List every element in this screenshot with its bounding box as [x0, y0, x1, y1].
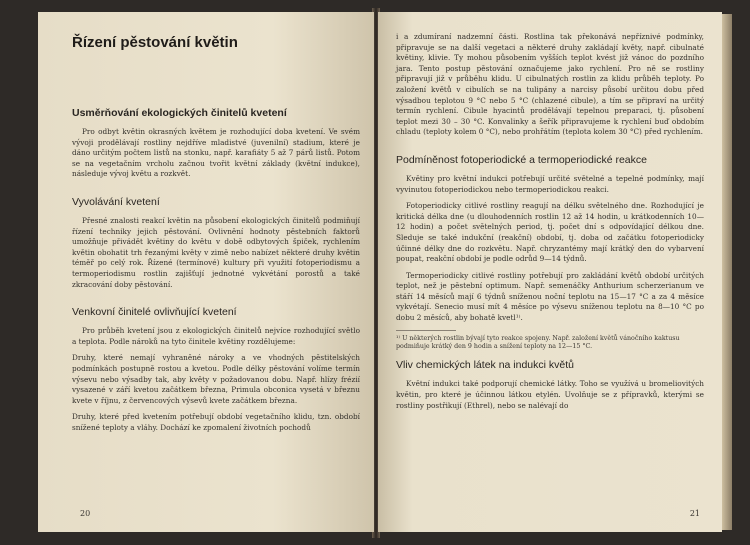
- section-heading-ecological: Usměrňování ekologických činitelů kvetení: [72, 107, 287, 119]
- paragraph: Pro odbyt květin okrasných květem je rozhodující doba kvetení. Ve svém vývoji prodělávají rostliny nejdříve mladistvé (juvenilní) stadium, které je dáno určitým počtem listů na stonku, např. karafiáty 5 až 7 párů listů. Potom se na vegetačním vrcholu začnou tvořit květní základy (květní indukce), následuje vývoj květu a rozkvět.: [72, 127, 360, 179]
- paragraph: Květní indukci také podporují chemické látky. Toho se využívá u bromeliovitých květin, pro které je účinnou látkou etylén. Uvolňuje se z přípravků, kterými se rostliny postřikují (Ethrel), nebo se nalévají do: [396, 379, 704, 410]
- section-heading-outdoor-factors: Venkovní činitelé ovlivňující kvetení: [72, 306, 237, 319]
- section-heading-induction: Vyvolávání kvetení: [72, 195, 160, 208]
- footnote-rule: [396, 330, 456, 331]
- paragraph: Květiny pro květní indukci potřebují určité světelné a tepelné podmínky, mají vyvinutou fotoperiodickou nebo termoperiodickou reakci.: [396, 173, 704, 194]
- paragraph: Druhy, které nemají vyhraněné nároky a ve vhodných pěstitelských podmínkách postupně rostou a kvetou. Podle délky pěstování volíme termín výsevu nebo výsadby tak, aby květy v požadovanou dobu. Např. hlízy frézií vysazené v září kvetou začátkem března, Primula obconica vysetá v březnu kvete v říjnu, z červencových výsevů kvete začátkem března.: [72, 353, 360, 405]
- paragraph: i a zdumíraní nadzemní části. Rostlina tak překonává nepříznivé podmínky, připravuje se na další vegetaci a některé druhy zakládají květy, např. cibulnaté květiny, klivie. Ty mohou působením vyšších teplot kvést již vánoc do pozdního jara. Tento postup pěstování označujeme jako rychlení. Pro ně se rostliny připravují již v průběhu klidu. U cibulnatých rostlin za klidu průběh teploty. Po založení květů v cibulích se na tulipány a narcisy působí určitou dobu před výsadbou teplotou 9 °C nebo 5 °C (chlazené cibule), a tím se připraví na určitý termín rychlení. Cibule hyacintů prodělávají tepelnou preparaci, tj. působení teplot mezi 30 – 30 °C. Konvalinky a šeřík připravujeme k rychlení buď obdobím chladu (teploty kolem 0 °C), nebo prohřátím (teplota kolem 30 °C) před rychlením.: [396, 32, 704, 137]
- footnote: ¹⁾ U některých rostlin bývají tyto reakce spojeny. Např. založení květů vánočního kaktusu podmiňuje krátký den 9 hodin a snížení teploty na 12—15 °C.: [396, 334, 680, 351]
- section-heading-chemical: Vliv chemických látek na indukci květů: [396, 359, 574, 372]
- right-page: [378, 12, 722, 532]
- paragraph: Přesné znalosti reakcí květin na působení ekologických činitelů podmiňují řízení techniky jejich pěstování. Ovlivnění hodnoty pěstebních faktorů umožňuje přivádět květiny do květu v době odbytových špiček, rychlením květin obohatit trh řezanými květy v zimě nebo nabízet některé druhy květin téměř po celý rok. Řízené (termínové) kultury při využití fotoperiodismu a termoperiodismu rostlin zajišťují jednotné vykvétání porostů a také zkracování doby pěstování.: [72, 215, 360, 289]
- page-number-left: 20: [80, 509, 91, 518]
- chapter-title: Řízení pěstování květin: [72, 34, 238, 51]
- section-heading-photoperiodic: Podmíněnost fotoperiodické a termoperiodické reakce: [396, 153, 647, 166]
- paragraph: Termoperiodicky citlivé rostliny potřebují pro zakládání květů období určitých teplot, než je pěstební optimum. Např. semenáčky Anthurium scherzerianum ve stáří 14 měsíců mají 6 týdnů sníženou noční teplotu na 15—17 °C a za 4 měsíce vykvétají. Senecio musí mít 4 měsíce po výsevu sníženou teplotu na 8—10 °C po dobu 2 měsíců, aby bohatě kvetl¹⁾.: [396, 270, 704, 323]
- paragraph: Druhy, které před kvetením potřebují období vegetačního klidu, tzn. období snížené teploty a vláhy. Dochází ke zpomalení životních pochodů: [72, 412, 360, 432]
- page-edge: [722, 14, 732, 530]
- paragraph: Fotoperiodicky citlivé rostliny reagují na délku světelného dne. Rozhodující je kritická délka dne (u dlouhodenních rostlin 12 až 14 hodin, u krátkodenních 10—12 hodin) a počet světelných period, tj. počet dní s odpovídající délkou dne. Sleduje se také indukční (reakční) období, tj. doba od začátku fotoperiodicky účinné délky dne do rozkvětu. Např. chryzantémy mají krátký den do vybarvení poupat, reakční období je podle odrůd 9—14 týdnů.: [396, 201, 704, 264]
- page-number-right: 21: [689, 509, 700, 518]
- left-page: [38, 12, 374, 532]
- paragraph: Pro průběh kvetení jsou z ekologických činitelů nejvíce rozhodující světlo a teplota. Podle nároků na tyto činitele květiny rozdělujeme:: [72, 326, 360, 346]
